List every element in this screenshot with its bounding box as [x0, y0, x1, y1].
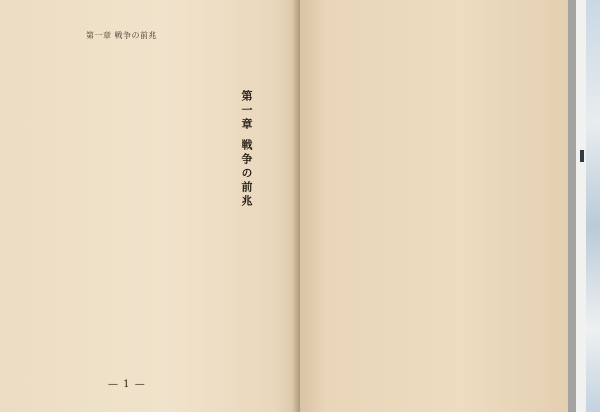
page-edge-stack: [568, 0, 576, 412]
page-edge-stack: [576, 0, 586, 412]
chapter-title: 第一章 戦争の前兆: [240, 90, 253, 209]
page-number: — 1 —: [108, 379, 146, 390]
right-page-blank: [300, 0, 568, 412]
running-head: 第一章 戦争の前兆: [86, 31, 158, 40]
page-edge-stack: [586, 0, 600, 412]
page-edge-mark: [580, 150, 584, 162]
